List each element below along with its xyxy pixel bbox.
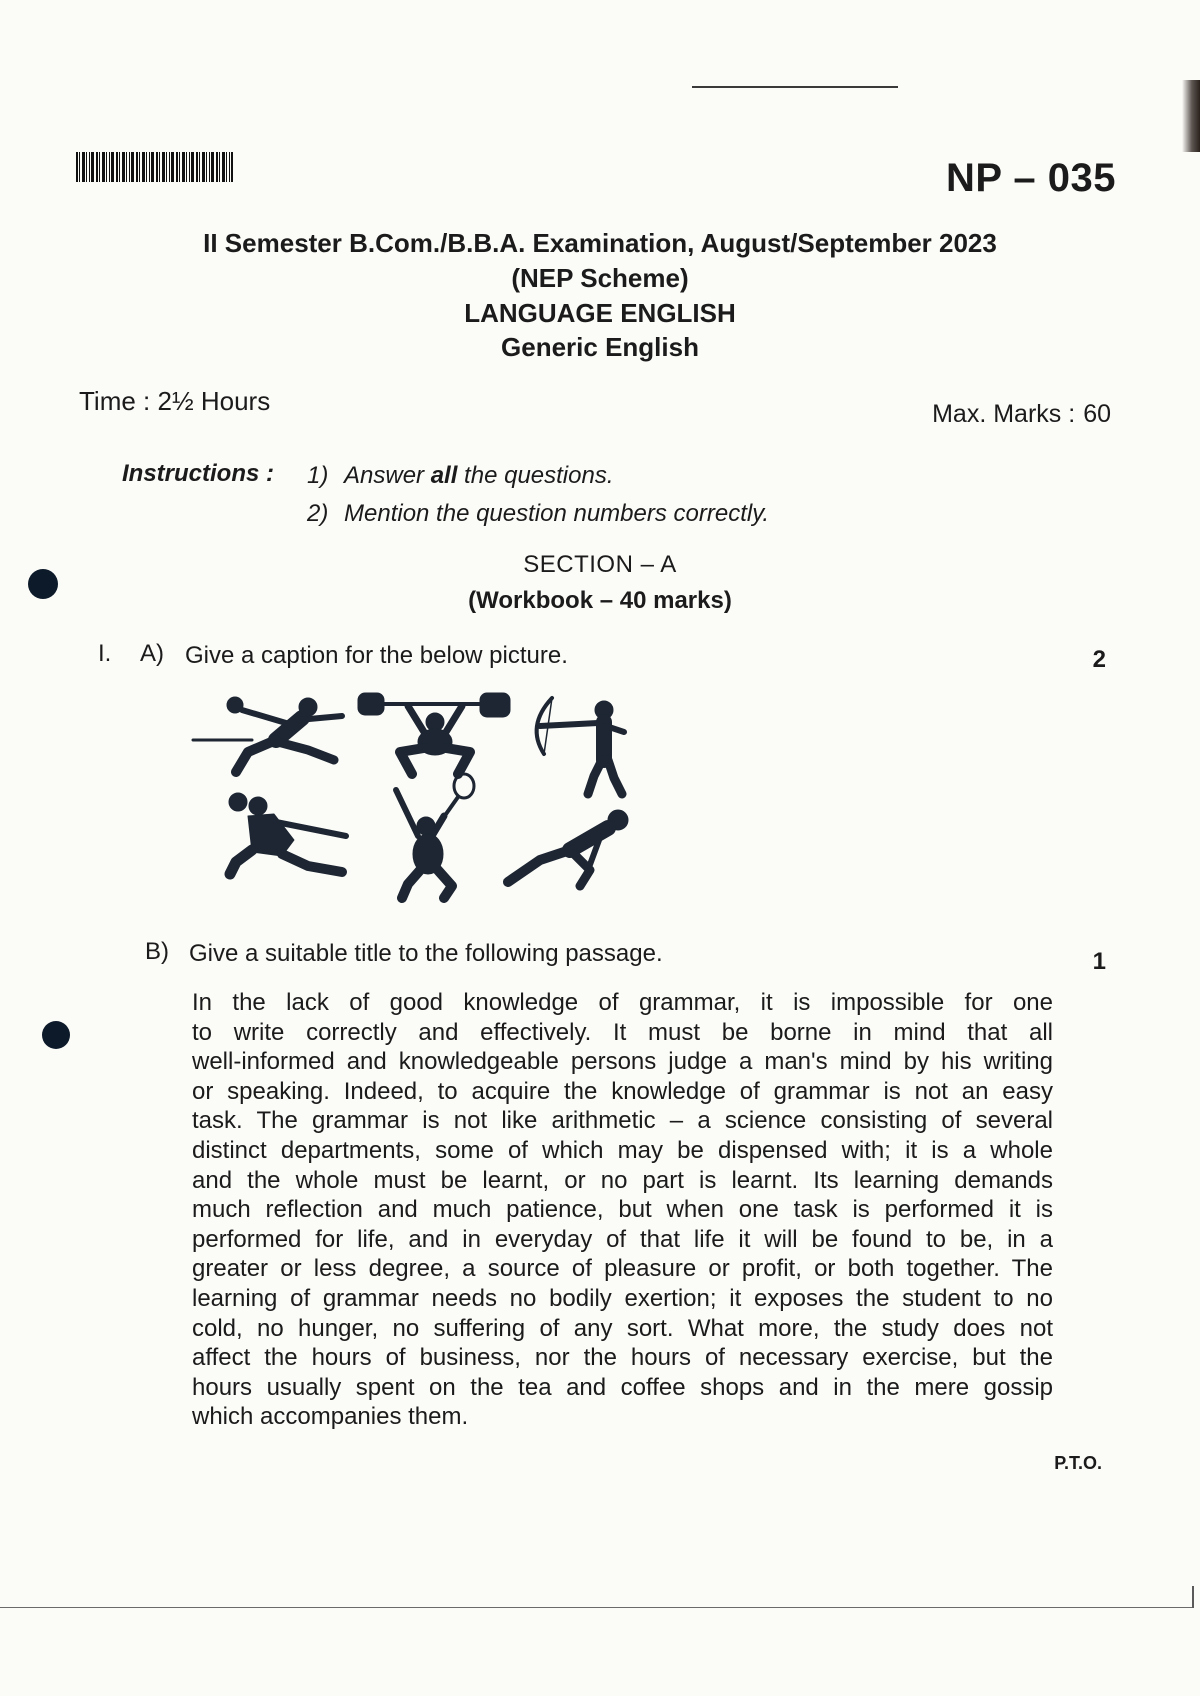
passage-line: well-informed and knowledgeable persons judge a man's mind by his writing [192,1048,1053,1076]
punch-hole [42,1021,70,1049]
passage-line: or speaking. Indeed, to acquire the knowledge of grammar is not an easy [192,1077,1053,1105]
question-part-label: B) [145,938,169,965]
question-marks: 1 [1092,948,1106,975]
scan-bottom-tick [1192,1586,1194,1608]
question-prompt: Give a caption for the below picture. [185,642,568,669]
section-subtitle: (Workbook – 40 marks) [468,587,732,614]
passage-line: performed for life, and in everyday of that life it will be found to be, in a [192,1225,1053,1253]
athlete-lunge-figure [193,697,342,772]
archer-figure [537,698,624,794]
passage-line: distinct departments, some of which may be dispensed with; it is a whole [192,1136,1053,1164]
passage-line: much reflection and much patience, but when one task is performed it is [192,1196,1053,1224]
passage-line: to write correctly and effectively. It must be borne in mind that all [192,1018,1053,1046]
instruction-number: 2) [307,500,329,527]
instruction-number: 1) [307,462,329,489]
passage-line: greater or less degree, a source of pleasure or profit, or both together. The [192,1255,1053,1283]
instructions-label: Instructions : [122,460,275,487]
instruction-item [307,462,614,490]
sprinter-figure [508,810,628,886]
passage-line: hours usually spent on the tea and coffee shops and in the mere gossip [192,1373,1053,1401]
tennis-player-figure [396,774,474,898]
passage-line: task. The grammar is not like arithmetic – a science consisting of several [192,1107,1053,1135]
time-allowed: Time : 2½ Hours [79,386,271,416]
question-prompt: Give a suitable title to the following passage. [189,940,663,967]
instruction-text: Answer [344,462,431,489]
passage-line: In the lack of good knowledge of grammar, it is impossible for one [192,989,1053,1016]
instruction-emphasis: all [430,462,458,489]
scan-edge-shadow [1182,80,1200,152]
passage-line: which accompanies them. [192,1403,469,1431]
instruction-text: the questions. [457,462,614,489]
kneeling-player-figure [229,793,346,874]
question-part-label: A) [140,640,164,667]
exam-code: NP – 035 [945,156,1116,200]
section-title: SECTION – A [523,551,677,578]
max-marks-value: 60 [1083,400,1111,428]
exam-paper: Generic English [501,332,699,362]
passage-line: learning of grammar needs no bodily exertion; it exposes the student to no [192,1284,1053,1312]
scan-top-rule [692,86,898,88]
passage-line: cold, no hunger, no suffering of any sort. What more, the study does not [192,1314,1053,1342]
max-marks-label: Max. Marks : [932,400,1076,428]
question-number: I. [98,640,112,667]
exam-title: II Semester B.Com./B.B.A. Examination, August/September 2023 [203,228,997,258]
question-marks: 2 [1092,646,1106,673]
exam-subject: LANGUAGE ENGLISH [464,298,736,328]
exam-scheme: (NEP Scheme) [511,263,689,293]
instruction-item [307,500,769,528]
passage-line: and the whole must be learnt, or no part is learnt. Its learning demands [192,1166,1053,1194]
max-marks [932,400,1111,429]
barcode [76,152,233,182]
passage [192,988,1053,1432]
scan-bottom-rule [0,1607,1194,1608]
instruction-text: Mention the question numbers correctly. [344,500,770,527]
weightlifter-figure [358,693,510,774]
page-turn-note: P.T.O. [1054,1453,1102,1473]
sports-silhouettes-picture [190,690,640,905]
passage-line: affect the hours of business, nor the hours of necessary exercise, but the [192,1344,1053,1372]
